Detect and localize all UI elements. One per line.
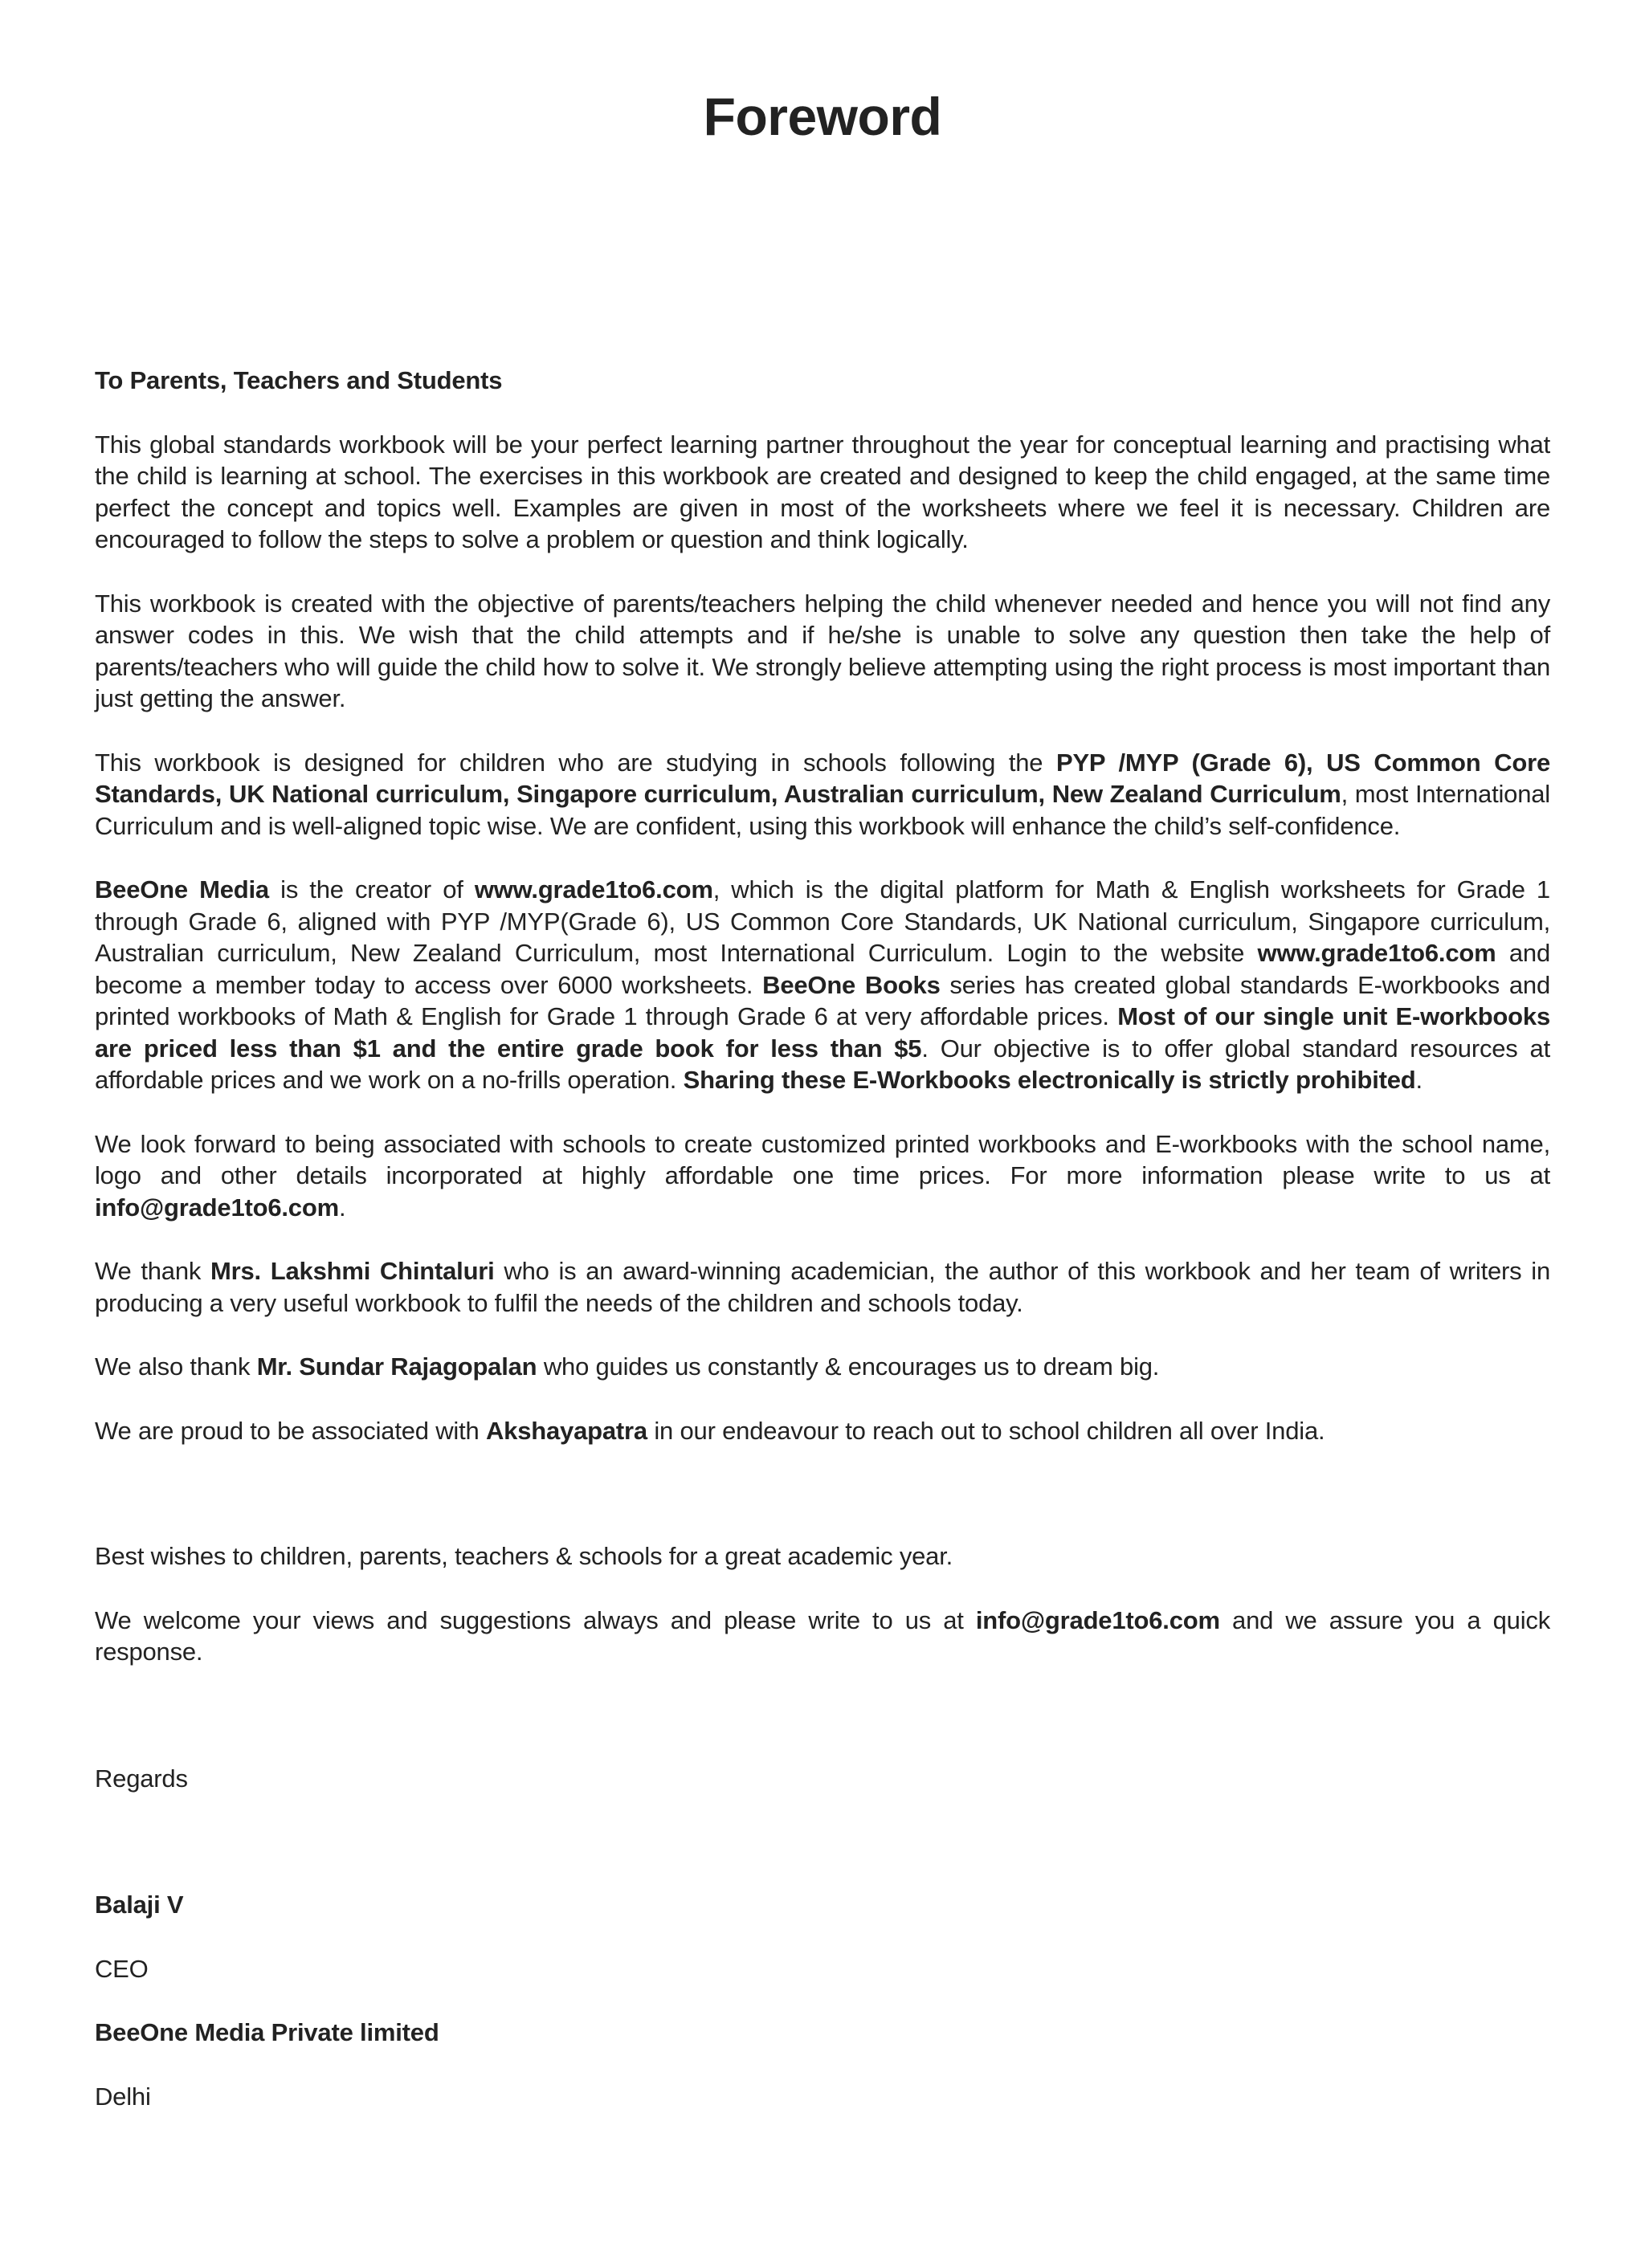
- page-title: Foreword: [703, 87, 942, 146]
- text-run: series has created global standards E-workbooks and printed workbooks of Math & English for Grade 1 through Grade 6 at very affordable prices.: [95, 970, 1550, 1030]
- paragraph-best-wishes: Best wishes to children, parents, teachers & schools for a great academic year.: [95, 1542, 953, 1570]
- paragraph-akshayapatra: [95, 1415, 1550, 1447]
- paragraph-schools: [95, 1128, 1550, 1224]
- closing: Regards: [95, 1764, 188, 1793]
- partner-name: Akshayapatra: [486, 1416, 647, 1445]
- signature-name: [95, 1889, 1550, 1921]
- text-run: who guides us constantly & encourages us to dream big.: [537, 1352, 1160, 1381]
- email-address: info@grade1to6.com: [95, 1193, 339, 1222]
- paragraph-intro: This global standards workbook will be your perfect learning partner throughout the year for conceptual learning and practising what the child is learning at school. The exercises in this workbook are created and designed to keep the child engaged, at the same time perfect the concept and topics well. Examples are given in most of the worksheets where we feel it is necessary. Children are encouraged to follow the steps to solve a problem or question and think logically.: [95, 430, 1550, 553]
- signature-role: CEO: [95, 1954, 149, 1983]
- pricing-note: Most of our single unit E-workbooks are priced less than $1 and the entire grade book for less than $5: [95, 1002, 1550, 1063]
- signature-company-text: BeeOne Media Private limited: [95, 2018, 439, 2046]
- salutation: To Parents, Teachers and Students: [95, 366, 503, 394]
- text-run: and we assure you a quick response.: [95, 1605, 1550, 1666]
- author-name: Mrs. Lakshmi Chintaluri: [210, 1257, 495, 1285]
- paragraph-beeone: [95, 874, 1550, 1096]
- text-run: We also thank: [95, 1352, 257, 1381]
- website-link: www.grade1to6.com: [1257, 939, 1496, 967]
- paragraph-thanks-author: [95, 1255, 1550, 1319]
- paragraph-thanks-mentor: [95, 1351, 1550, 1383]
- text-run: in our endeavour to reach out to school children all over India.: [647, 1416, 1325, 1445]
- paragraph-feedback: [95, 1605, 1550, 1668]
- text-run: This workbook is designed for children who are studying in schools following the: [95, 748, 1056, 777]
- text-run: We thank: [95, 1257, 210, 1285]
- text-run: We welcome your views and suggestions always and please write to us at: [95, 1605, 976, 1634]
- text-run: , which is the digital platform for Math & English worksheets for Grade 1 through Grade 6, aligned with PYP /MYP(Grade 6), US Common Core Standards, UK National curriculum, Singapore curriculum, Australian curriculum, New Zealand Curriculum, most International Curriculum. Login to the website: [95, 875, 1550, 967]
- text-run: . Our objective is to offer global standard resources at affordable prices and we work on a no-frills operation.: [95, 1034, 1550, 1094]
- text-run: , most International Curriculum and is well-aligned topic wise. We are confident, using this workbook will enhance the child’s self-confidence.: [95, 780, 1550, 840]
- company-name: BeeOne Media: [95, 875, 269, 904]
- sharing-notice: Sharing these E-Workbooks electronically is strictly prohibited: [683, 1066, 1416, 1094]
- series-name: BeeOne Books: [762, 970, 941, 999]
- text-run: .: [1415, 1066, 1423, 1094]
- text-run: and become a member today to access over 6000 worksheets.: [95, 939, 1550, 999]
- paragraph-curriculum: [95, 747, 1550, 842]
- signature-company: [95, 2017, 1550, 2049]
- text-run: .: [338, 1193, 346, 1222]
- mentor-name: Mr. Sundar Rajagopalan: [256, 1352, 537, 1381]
- text-run: We are proud to be associated with: [95, 1416, 486, 1445]
- text-run: We look forward to being associated with schools to create customized printed workbooks and E-workbooks with the school name, logo and other details incorporated at highly affordable one time prices. For more information please write to us at: [95, 1129, 1550, 1189]
- email-address: info@grade1to6.com: [975, 1605, 1220, 1634]
- signature-name-text: Balaji V: [95, 1891, 184, 1919]
- text-run: is the creator of: [268, 875, 475, 904]
- foreword-body: [95, 365, 1550, 2112]
- text-run: who is an award-winning academician, the author of this workbook and her team of writers in producing a very useful workbook to fulfil the needs of the children and schools today.: [95, 1257, 1551, 1317]
- curriculum-list: PYP /MYP (Grade 6), US Common Core Standards, UK National curriculum, Singapore curriculum, Australian curriculum, New Zealand Curriculum: [95, 748, 1550, 808]
- website-link: www.grade1to6.com: [474, 875, 713, 904]
- signature-city: Delhi: [95, 2082, 151, 2111]
- paragraph-objective: This workbook is created with the objective of parents/teachers helping the child whenever needed and hence you will not find any answer codes in this. We wish that the child attempts and if he/she is unable to solve any question then take the help of parents/teachers who will guide the child how to solve it. We strongly believe attempting using the right process is most important than just getting the answer.: [95, 589, 1550, 712]
